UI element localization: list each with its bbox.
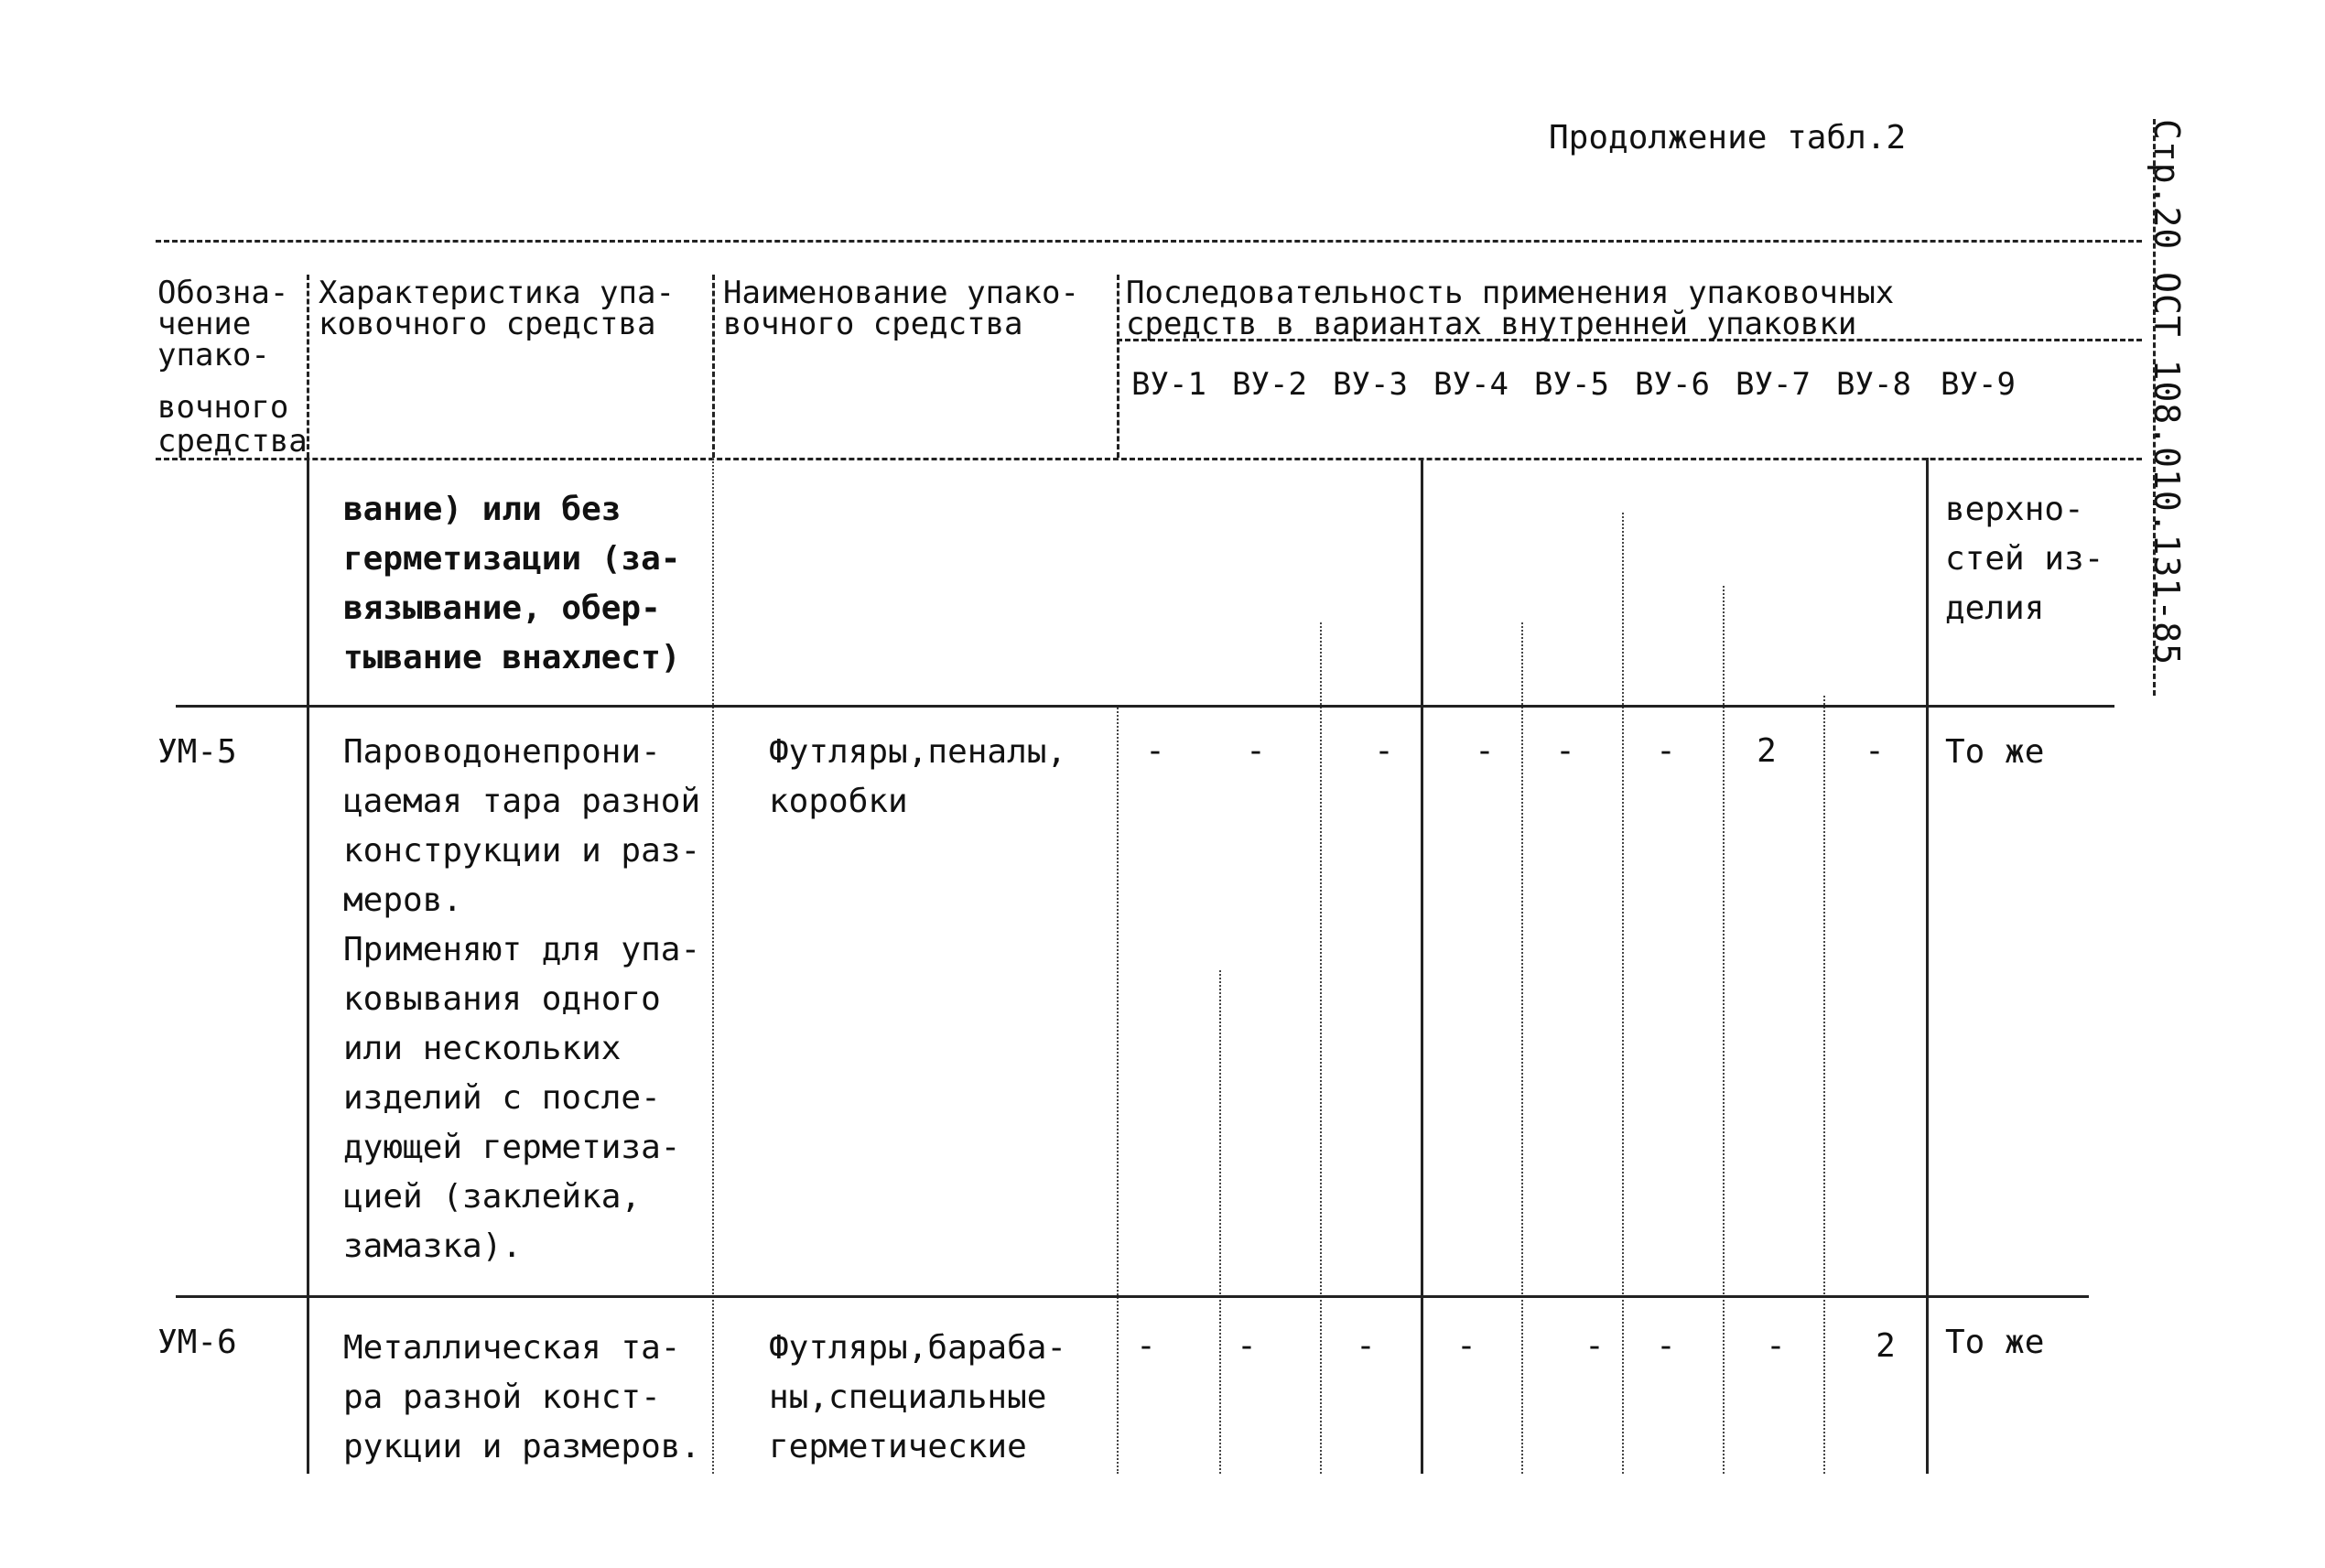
header-col4-line2: средств в вариантах внутренней упаковки	[1126, 306, 1857, 342]
row2-mark-vu6: -	[1656, 1327, 1676, 1365]
col-sep-3	[1117, 275, 1119, 458]
variant-vu3: ВУ-3	[1333, 366, 1408, 403]
row1-last: То же	[1945, 733, 2045, 771]
header-col1-line1: Обозна-	[157, 275, 289, 311]
row1-mark-vu2: -	[1246, 732, 1266, 770]
col-sep-2	[712, 275, 715, 458]
variant-vu8: ВУ-8	[1836, 366, 1911, 403]
body-col-line-4	[1219, 970, 1221, 1474]
row1-characteristic: Пароводонепрони- цаемая тара разной конструкции и раз- меров. Применяют для упа- ковывания одного или нескольких изделий с после- дующей герметиза- цией (заклейка, замазка).	[343, 733, 701, 1265]
side-code-underline	[2153, 119, 2156, 696]
variant-vu2: ВУ-2	[1232, 366, 1307, 403]
variant-vu6: ВУ-6	[1635, 366, 1710, 403]
row-sep-1	[176, 705, 2114, 708]
body-col-line-1	[307, 458, 309, 1474]
body-col-line-10	[1823, 696, 1825, 1474]
row0-last: верхно- стей из- делия	[1945, 491, 2104, 627]
side-code: Стр.20 ОСТ 108.010.131-85	[2147, 119, 2187, 665]
row2-mark-vu8: 2	[1876, 1327, 1896, 1365]
row2-mark-vu1: -	[1136, 1327, 1156, 1365]
variant-vu7: ВУ-7	[1736, 366, 1811, 403]
row-sep-2	[176, 1295, 2089, 1298]
header-col3-line1: Наименование упако-	[723, 275, 1079, 311]
variant-vu4: ВУ-4	[1433, 366, 1509, 403]
col-sep-1	[307, 275, 309, 458]
header-bottom-rule	[156, 458, 2142, 460]
header-col1-line3: упако-	[157, 337, 270, 373]
header-col1-line2: чение	[157, 306, 252, 342]
variant-vu9: ВУ-9	[1941, 366, 2016, 403]
row2-last: То же	[1945, 1324, 2045, 1361]
row2-code: УМ-6	[157, 1324, 237, 1361]
page-title: Продолжение табл.2	[1549, 119, 1907, 157]
header-col2-line1: Характеристика упа-	[319, 275, 675, 311]
body-col-line-11	[1926, 458, 1929, 1474]
row1-mark-vu8: -	[1865, 732, 1885, 770]
row2-name: Футляры,бараба- ны,специальные герметические	[769, 1329, 1067, 1465]
row0-characteristic: вание) или без герметизации (за- вязывание, обер- тывание внахлест)	[343, 491, 681, 676]
row2-mark-vu4: -	[1456, 1327, 1476, 1365]
row2-mark-vu3: -	[1356, 1327, 1376, 1365]
row1-mark-vu7: 2	[1757, 732, 1777, 770]
header-col4-line1: Последовательность применения упаковочных	[1126, 275, 1895, 311]
header-col1-line4: вочного	[157, 389, 289, 426]
variant-vu5: ВУ-5	[1534, 366, 1609, 403]
body-col-line-9	[1723, 586, 1725, 1474]
header-col3-line2: вочного средства	[723, 306, 1023, 342]
row1-code: УМ-5	[157, 733, 237, 771]
row2-mark-vu5: -	[1584, 1327, 1605, 1365]
header-top-rule	[156, 240, 2142, 243]
row1-mark-vu1: -	[1145, 732, 1165, 770]
row1-mark-vu6: -	[1656, 732, 1676, 770]
row2-mark-vu2: -	[1237, 1327, 1257, 1365]
body-col-line-7	[1521, 622, 1523, 1474]
header-col2-line2: ковочного средства	[319, 306, 656, 342]
body-col-line-5	[1320, 622, 1322, 1474]
row1-mark-vu5: -	[1555, 732, 1575, 770]
row1-mark-vu4: -	[1475, 732, 1495, 770]
row1-mark-vu3: -	[1374, 732, 1394, 770]
header-col1-line5: средства	[157, 423, 308, 460]
variant-vu1: ВУ-1	[1131, 366, 1206, 403]
row1-name: Футляры,пеналы, коробки	[769, 733, 1067, 820]
body-col-line-2	[712, 458, 714, 1474]
row2-characteristic: Металлическая та- ра разной конст- рукции и размеров.	[343, 1329, 701, 1465]
row2-mark-vu7: -	[1766, 1327, 1786, 1365]
body-col-line-6	[1421, 458, 1423, 1474]
body-col-line-8	[1622, 513, 1624, 1474]
